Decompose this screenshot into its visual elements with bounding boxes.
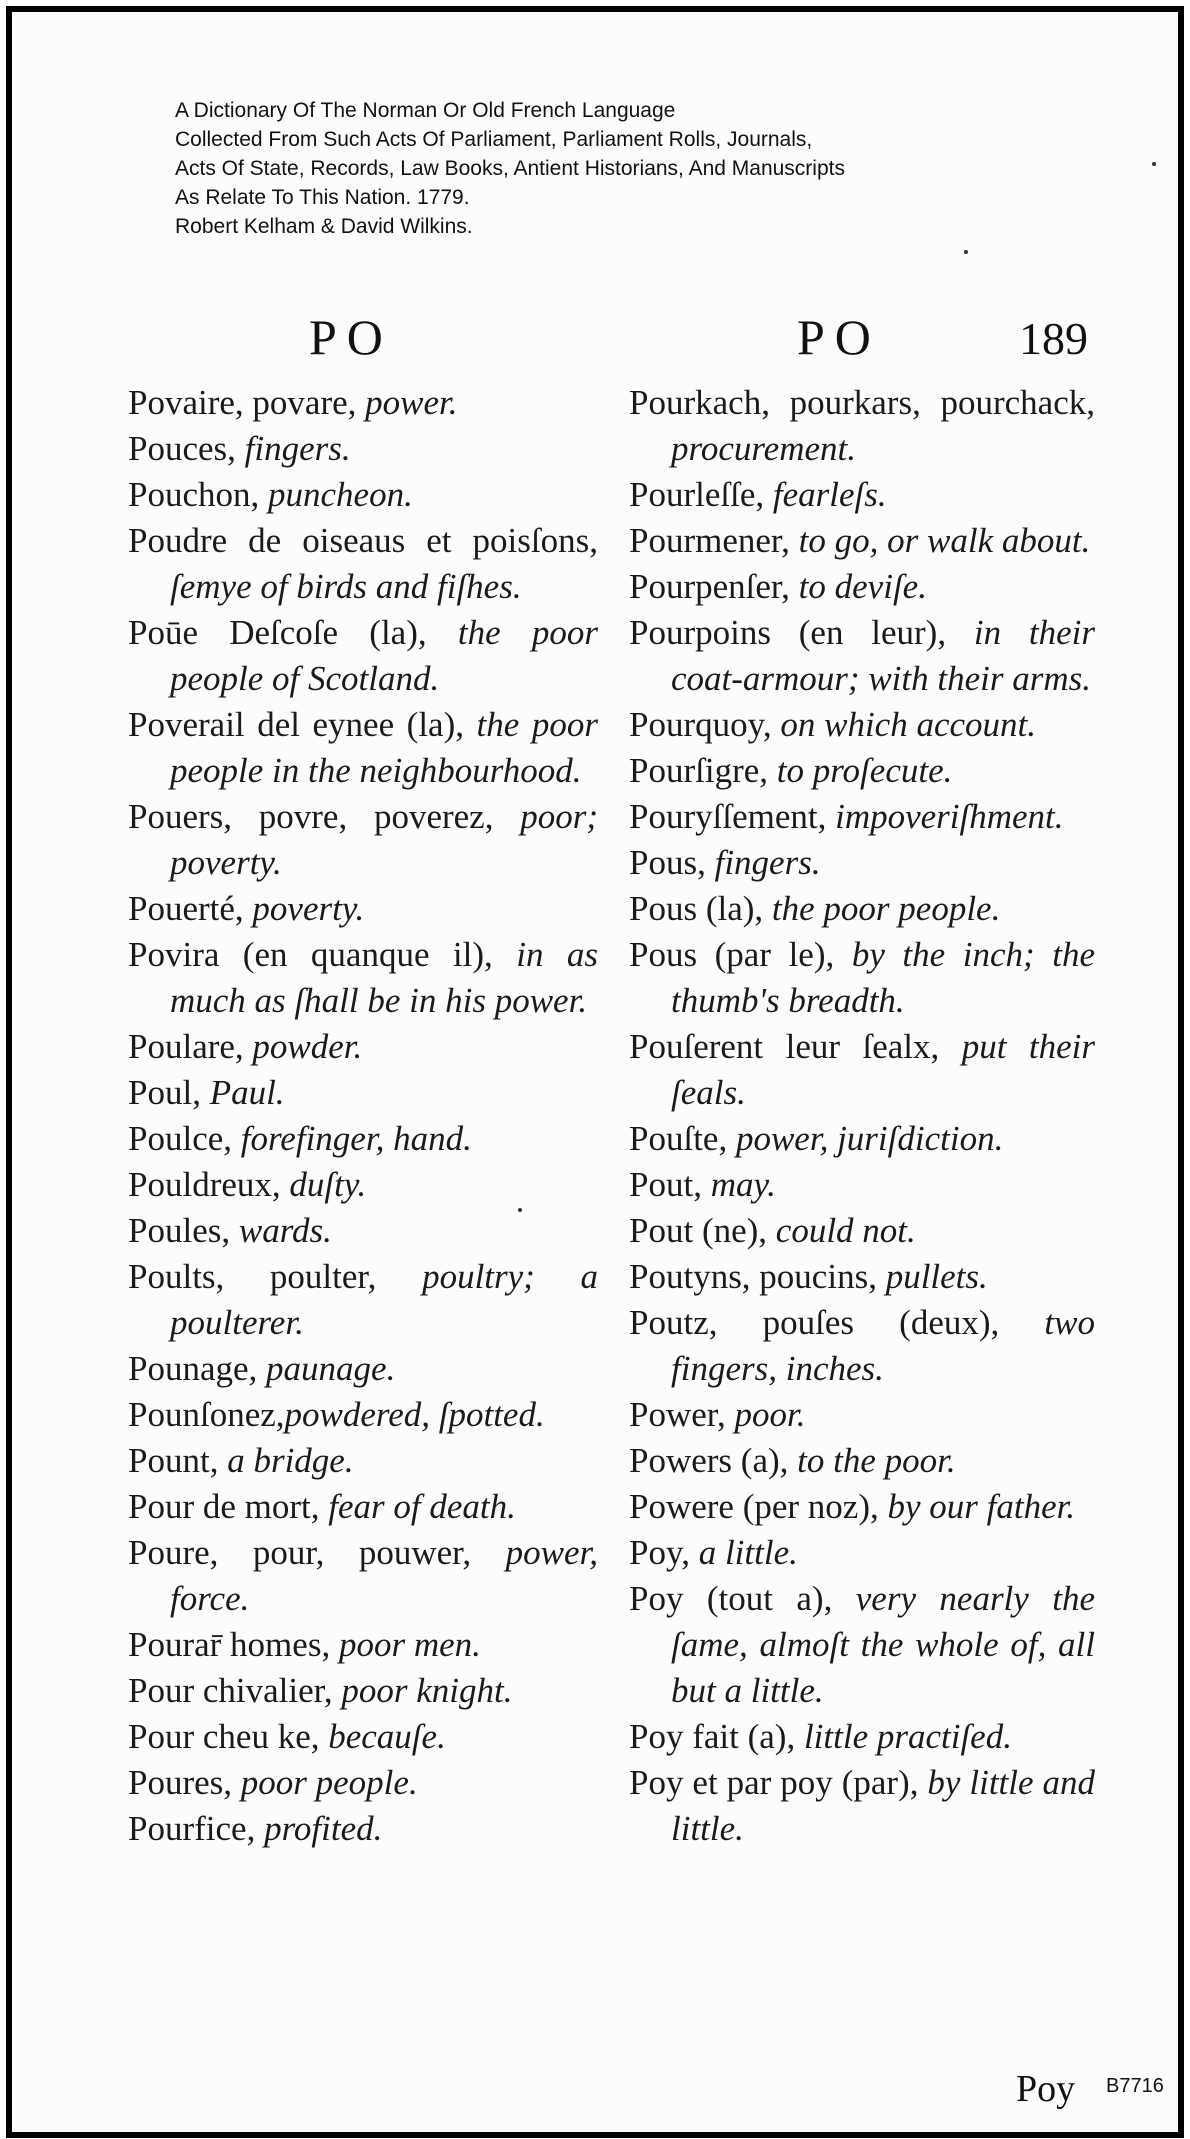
dictionary-entry xyxy=(629,794,1095,840)
dictionary-entry xyxy=(128,1024,598,1070)
headword: Pount, xyxy=(128,1441,228,1480)
headword: Poul, xyxy=(128,1073,210,1112)
headword: Pouſerent leur ſealx, xyxy=(629,1027,962,1066)
headword: Pourquoy, xyxy=(629,705,781,744)
definition: may. xyxy=(710,1165,776,1204)
dictionary-entry xyxy=(128,1116,598,1162)
definition: to go, or walk about. xyxy=(798,521,1091,560)
ink-speck xyxy=(518,1208,522,1212)
definition: could not. xyxy=(775,1211,916,1250)
headword: Poutyns, poucins, xyxy=(629,1257,886,1296)
definition: wards. xyxy=(238,1211,332,1250)
page-frame xyxy=(6,6,1184,2138)
dictionary-entry xyxy=(128,518,598,610)
dictionary-entry xyxy=(629,1024,1095,1116)
dictionary-entry xyxy=(629,564,1095,610)
headword: Pourfice, xyxy=(128,1809,265,1848)
header-caption xyxy=(175,96,1075,241)
definition: forefinger, hand. xyxy=(240,1119,472,1158)
headword: Poults, poulter, xyxy=(128,1257,423,1296)
headword: Poudre de oiseaus et poisſons, xyxy=(128,521,598,560)
definition: two fingers, inches. xyxy=(671,1303,1095,1388)
headword: Pour cheu ke, xyxy=(128,1717,329,1756)
definition: poor men. xyxy=(338,1625,481,1664)
headword: Pourpoins (en leur), xyxy=(629,613,974,652)
definition: duſty. xyxy=(289,1165,367,1204)
headword: Poy fait (a), xyxy=(629,1717,804,1756)
dictionary-entry xyxy=(629,1760,1095,1852)
dictionary-entry xyxy=(128,1714,598,1760)
dictionary-entry xyxy=(128,1484,598,1530)
definition: the poor people in the neighbourhood. xyxy=(170,705,598,790)
dictionary-entry xyxy=(128,1806,598,1852)
headword: Pourſigre, xyxy=(629,751,777,790)
header-line: Collected From Such Acts Of Parliament, Parliament Rolls, Journals, xyxy=(175,128,813,151)
headword: Poules, xyxy=(128,1211,239,1250)
running-head-left: PO xyxy=(309,309,393,365)
definition: in their coat-armour; with their arms. xyxy=(671,613,1095,698)
headword: Power, xyxy=(629,1395,735,1434)
headword: Pourleſſe, xyxy=(629,475,773,514)
headword: Poūe Deſcoſe (la), xyxy=(128,613,458,652)
definition: paunage. xyxy=(266,1349,396,1388)
catchword: Poy xyxy=(1016,2068,1076,2110)
headword: Pour chivalier, xyxy=(128,1671,342,1710)
definition: powder. xyxy=(252,1027,363,1066)
dictionary-entry xyxy=(629,1484,1095,1530)
headword: Pouces, xyxy=(128,429,245,468)
headword: Pouchon, xyxy=(128,475,268,514)
header-line: As Relate To This Nation. 1779. xyxy=(175,186,470,209)
definition: puncheon. xyxy=(268,475,413,514)
dictionary-entry xyxy=(629,932,1095,1024)
dictionary-entry xyxy=(128,1162,598,1208)
headword: Pour de mort, xyxy=(128,1487,329,1526)
headword: Powers (a), xyxy=(629,1441,798,1480)
headword: Poy, xyxy=(629,1533,699,1572)
dictionary-entry xyxy=(128,1346,598,1392)
header-line: A Dictionary Of The Norman Or Old French Language xyxy=(175,99,676,122)
dictionary-entry xyxy=(128,1622,598,1668)
dictionary-entry xyxy=(629,1530,1095,1576)
definition: Paul. xyxy=(209,1073,285,1112)
definition: on which account. xyxy=(780,705,1037,744)
dictionary-entry xyxy=(629,1438,1095,1484)
dictionary-entry xyxy=(128,1438,598,1484)
headword: Poulare, xyxy=(128,1027,253,1066)
dictionary-entry xyxy=(128,1392,598,1438)
definition: ſemye of birds and fiſhes. xyxy=(170,567,522,606)
definition: in as much as ſhall be in his power. xyxy=(170,935,598,1020)
definition: poor people. xyxy=(240,1763,418,1802)
dictionary-entry xyxy=(128,1070,598,1116)
ink-speck xyxy=(1152,162,1156,166)
dictionary-entry xyxy=(629,840,1095,886)
ink-speck xyxy=(964,250,968,254)
definition: to proſecute. xyxy=(776,751,953,790)
headword: Pous, xyxy=(629,843,715,882)
headword: Pounſonez, xyxy=(128,1395,285,1434)
dictionary-entry xyxy=(629,1576,1095,1714)
headword: Pourkach, pourkars, pourchack, xyxy=(629,383,1095,422)
page-number: 189 xyxy=(1019,313,1088,364)
dictionary-entry xyxy=(128,1530,598,1622)
headword: Pous (la), xyxy=(629,889,772,928)
reference-code: B7716 xyxy=(1106,2075,1164,2097)
definition: little practiſed. xyxy=(803,1717,1012,1756)
definition: poultry; a poulterer. xyxy=(170,1257,598,1342)
definition: fingers. xyxy=(244,429,351,468)
right-column xyxy=(629,380,1095,1852)
dictionary-entry xyxy=(629,1162,1095,1208)
definition: procurement. xyxy=(671,429,856,468)
definition: poor knight. xyxy=(341,1671,513,1710)
headword: Pouers, povre, poverez, xyxy=(128,797,521,836)
headword: Powere (per noz), xyxy=(629,1487,888,1526)
definition: poor. xyxy=(734,1395,806,1434)
dictionary-entry xyxy=(128,932,598,1024)
headword: Poulce, xyxy=(128,1119,241,1158)
definition: put their ſeals. xyxy=(671,1027,1095,1112)
dictionary-entry xyxy=(128,426,598,472)
definition: to the poor. xyxy=(797,1441,956,1480)
dictionary-entry xyxy=(128,1254,598,1346)
definition: poor; poverty. xyxy=(170,797,598,882)
dictionary-entry xyxy=(629,1714,1095,1760)
definition: very nearly the ſame, almoſt the whole of, all but a little. xyxy=(671,1579,1095,1710)
definition: the poor people of Scotland. xyxy=(170,613,598,698)
left-column xyxy=(128,380,598,1852)
definition: fear of death. xyxy=(328,1487,516,1526)
headword: Pous (par le), xyxy=(629,935,852,974)
dictionary-entry xyxy=(128,886,598,932)
dictionary-entry xyxy=(629,748,1095,794)
definition: a bridge. xyxy=(227,1441,354,1480)
headword: Pouldreux, xyxy=(128,1165,290,1204)
definition: poverty. xyxy=(252,889,365,928)
dictionary-entry xyxy=(629,472,1095,518)
headword: Pouſte, xyxy=(629,1119,736,1158)
dictionary-entry xyxy=(629,1116,1095,1162)
dictionary-entry xyxy=(629,1208,1095,1254)
running-head-right: PO xyxy=(797,309,881,365)
definition: becauſe. xyxy=(328,1717,446,1756)
definition: to deviſe. xyxy=(798,567,927,606)
definition: by our father. xyxy=(887,1487,1076,1526)
definition: fearleſs. xyxy=(772,475,887,514)
definition: by the inch; the thumb's breadth. xyxy=(671,935,1095,1020)
dictionary-entry xyxy=(128,1208,598,1254)
headword: Pout (ne), xyxy=(629,1211,776,1250)
definition: pullets. xyxy=(885,1257,988,1296)
headword: Poverail del eynee (la), xyxy=(128,705,477,744)
definition: profited. xyxy=(264,1809,383,1848)
headword: Pouryſſement, xyxy=(629,797,836,836)
dictionary-entry xyxy=(128,1668,598,1714)
headword: Pourmener, xyxy=(629,521,799,560)
dictionary-entry xyxy=(128,1760,598,1806)
dictionary-entry xyxy=(128,702,598,794)
dictionary-entry xyxy=(629,1392,1095,1438)
headword: Pouerté, xyxy=(128,889,253,928)
dictionary-entry xyxy=(629,380,1095,472)
dictionary-entry xyxy=(128,794,598,886)
headword: Pourar̄ homes, xyxy=(128,1625,339,1664)
headword: Povaire, povare, xyxy=(128,383,366,422)
dictionary-entry xyxy=(128,472,598,518)
dictionary-entry xyxy=(629,1300,1095,1392)
dictionary-entry xyxy=(629,518,1095,564)
headword: Pout, xyxy=(629,1165,711,1204)
definition: power, juriſdiction. xyxy=(735,1119,1004,1158)
dictionary-entry xyxy=(128,610,598,702)
headword: Poy et par poy (par), xyxy=(629,1763,928,1802)
dictionary-entry xyxy=(629,702,1095,748)
headword: Povira (en quanque il), xyxy=(128,935,517,974)
dictionary-entry xyxy=(629,886,1095,932)
definition: the poor people. xyxy=(771,889,1001,928)
dictionary-entry xyxy=(629,610,1095,702)
definition: by little and little. xyxy=(671,1763,1095,1848)
header-line: Robert Kelham & David Wilkins. xyxy=(175,215,473,238)
definition: power, force. xyxy=(170,1533,598,1618)
headword: Pounage, xyxy=(128,1349,267,1388)
definition: power. xyxy=(365,383,458,422)
headword: Pourpenſer, xyxy=(629,567,799,606)
headword: Poure, pour, pouwer, xyxy=(128,1533,506,1572)
definition: impoveriſhment. xyxy=(835,797,1064,836)
headword: Poy (tout a), xyxy=(629,1579,856,1618)
header-line: Acts Of State, Records, Law Books, Antient Historians, And Manuscripts xyxy=(175,157,845,180)
definition: fingers. xyxy=(714,843,821,882)
headword: Poures, xyxy=(128,1763,241,1802)
dictionary-entry xyxy=(128,380,598,426)
headword: Poutz, pouſes (deux), xyxy=(629,1303,1045,1342)
definition: powdered, ſpotted. xyxy=(284,1395,545,1434)
definition: a little. xyxy=(698,1533,798,1572)
dictionary-entry xyxy=(629,1254,1095,1300)
